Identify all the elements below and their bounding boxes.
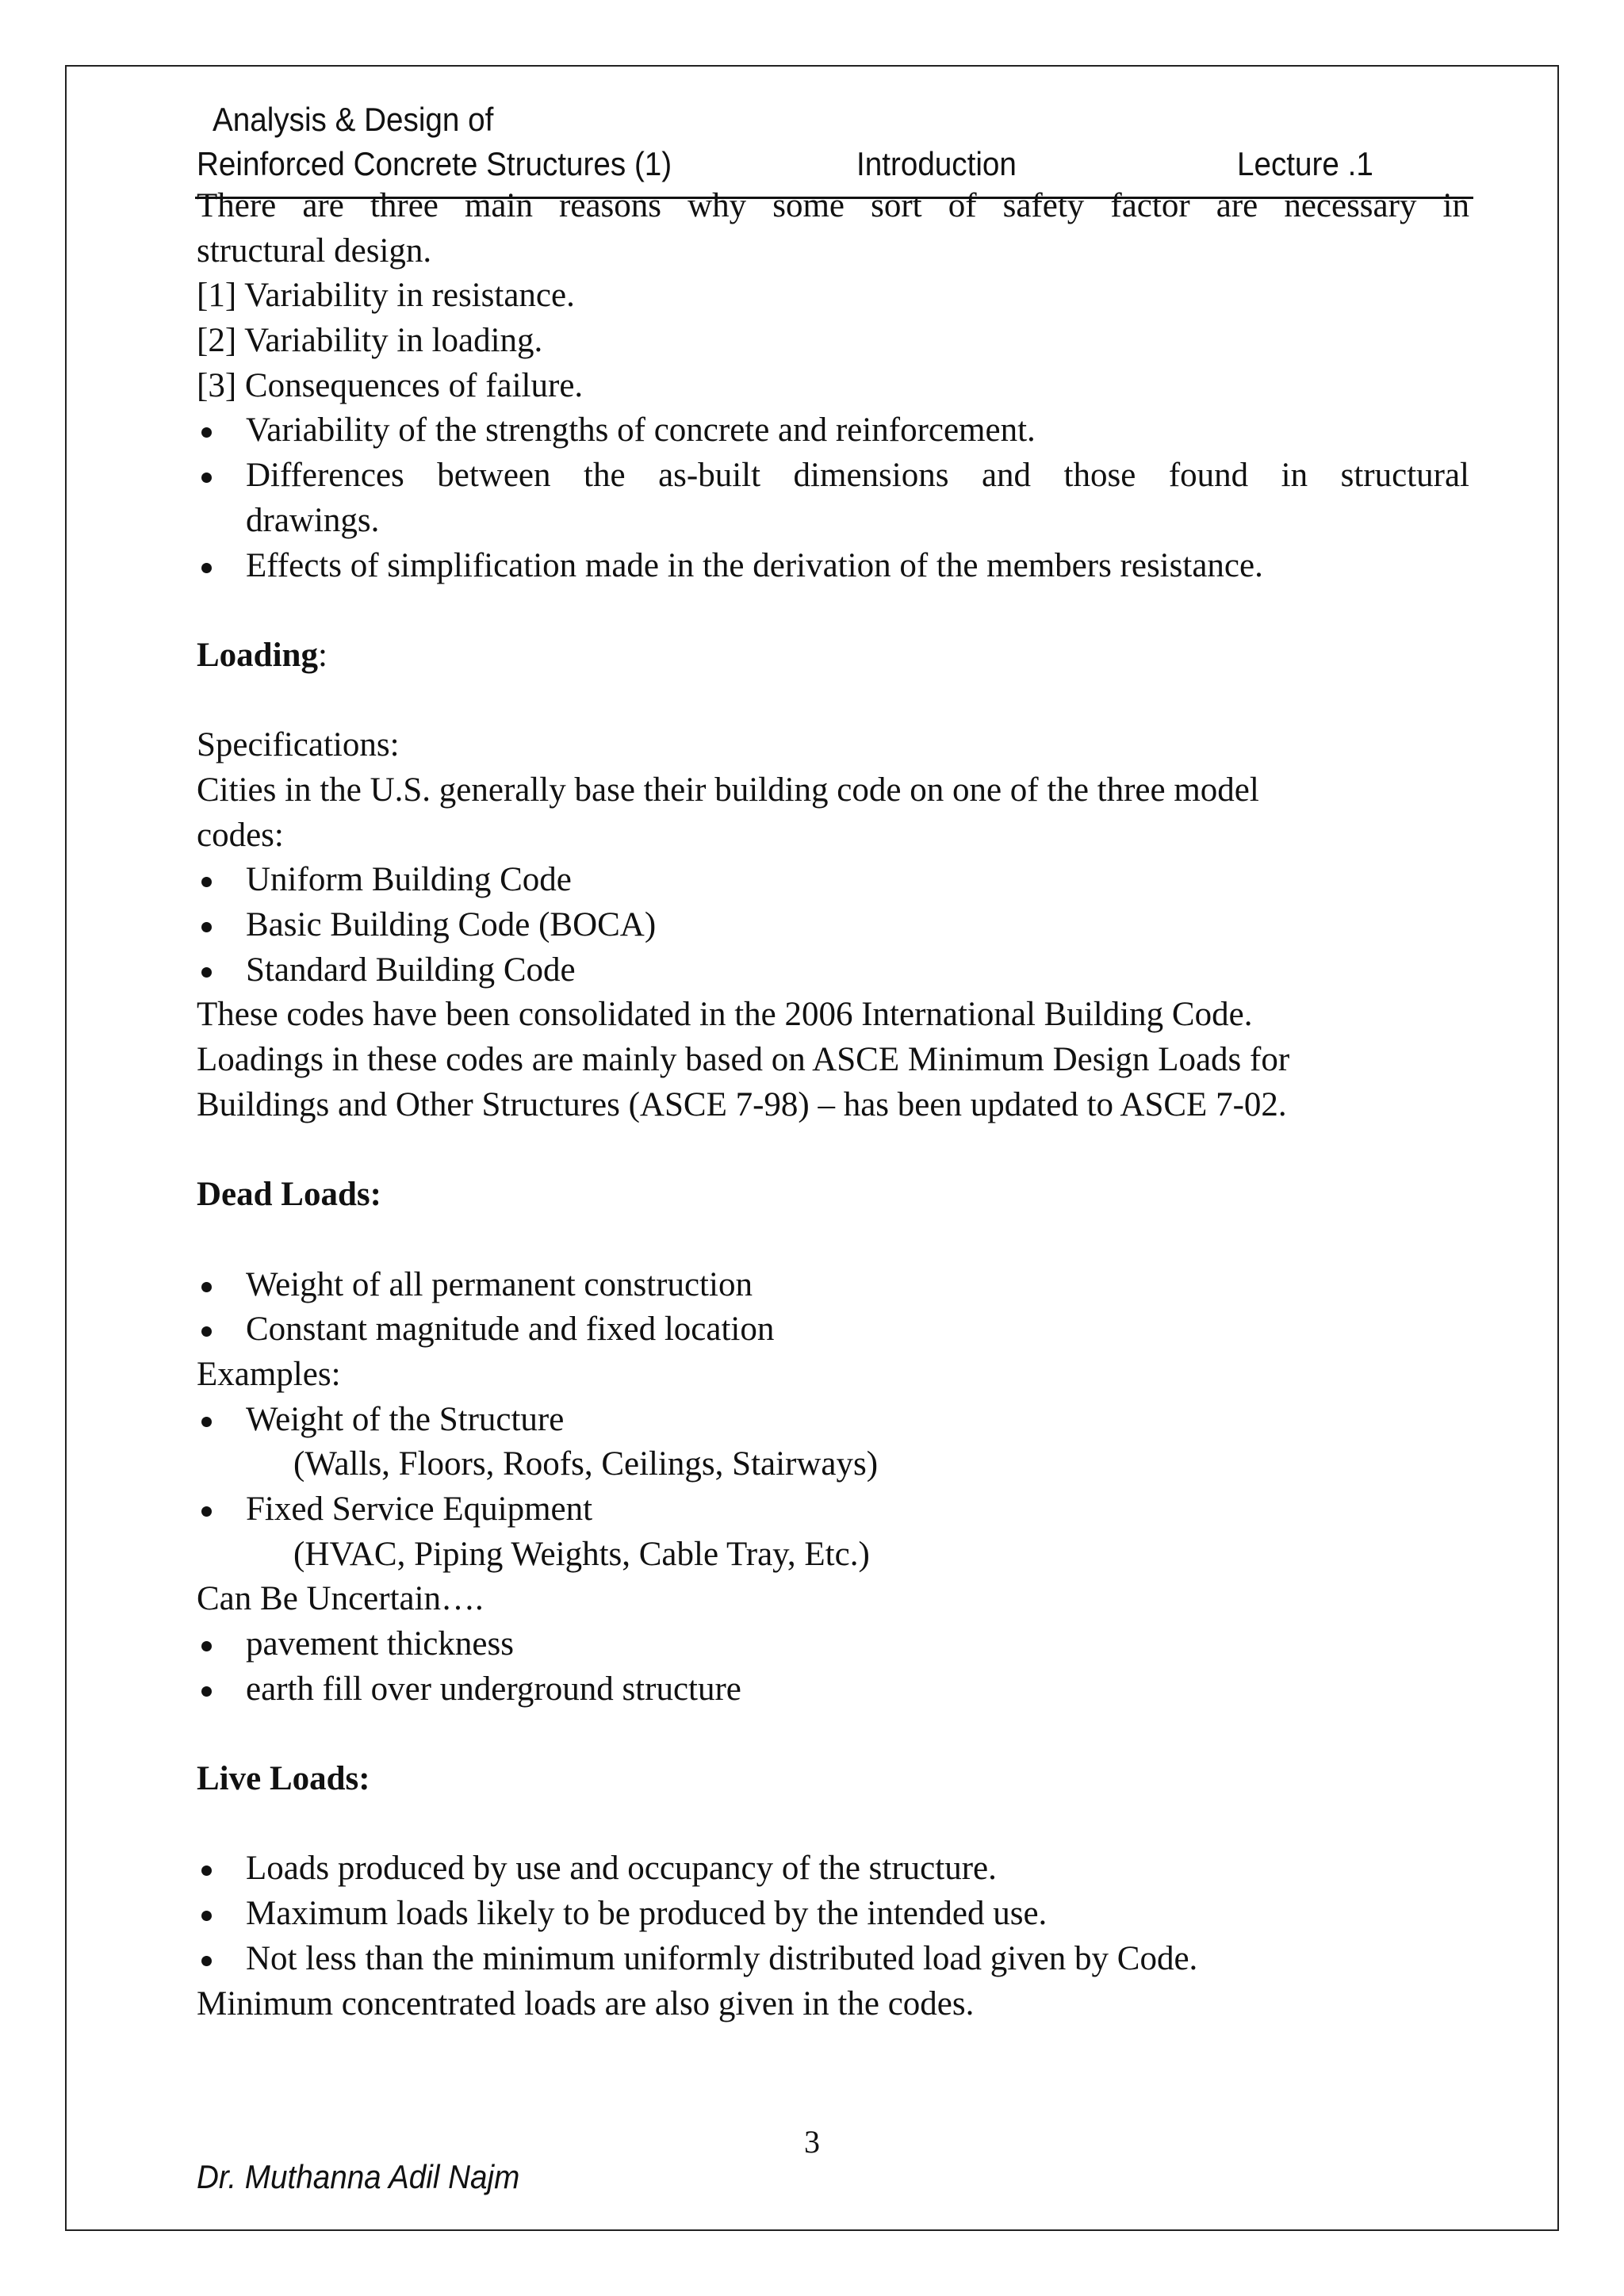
page-number: 3 <box>804 2124 820 2160</box>
examples-label: Examples: <box>197 1355 341 1393</box>
consolidated-text: These codes have been consolidated in the 2006 International Building Code. <box>197 996 1253 1034</box>
page-body <box>197 184 1469 2026</box>
resistance-bullet-2: Differences between the as-built dimensions and those found in structural <box>197 453 1469 499</box>
resistance-bullet-3: Effects of simplification made in the derivation of the members resistance. <box>197 544 1469 589</box>
intro-line-2: structural design. <box>197 232 432 270</box>
loading-heading-colon: : <box>317 636 327 674</box>
header-course-line2: Reinforced Concrete Structures (1) <box>197 145 672 182</box>
loading-heading-text: Loading <box>197 636 318 674</box>
reason-1: [1] Variability in resistance. <box>197 277 575 315</box>
code-item-1: Uniform Building Code <box>197 858 1469 903</box>
live-bullet-3: Not less than the minimum uniformly distributed load given by Code. <box>197 1937 1469 1982</box>
live-bullet-1: Loads produced by use and occupancy of the structure. <box>197 1846 1469 1892</box>
header-lecture: Lecture .1 <box>1237 145 1373 182</box>
intro-line-1: There are three main reasons why some sort of safety factor are necessary in <box>197 187 1469 224</box>
author-footer: Dr. Muthanna Adil Najm <box>197 2158 520 2195</box>
live-loads-heading: Live Loads: <box>197 1760 370 1798</box>
loading-heading <box>197 633 1469 679</box>
example-2: Fixed Service Equipment <box>197 1487 1469 1533</box>
reason-3: [3] Consequences of failure. <box>197 366 584 404</box>
cities-line-2: codes: <box>197 816 284 854</box>
uncertain-bullet-2: earth fill over underground structure <box>197 1667 1469 1712</box>
dead-loads-heading: Dead Loads: <box>197 1176 381 1214</box>
resistance-bullet-1: Variability of the strengths of concrete and reinforcement. <box>197 408 1469 453</box>
example-2-detail: (HVAC, Piping Weights, Cable Tray, Etc.) <box>293 1535 870 1573</box>
loadings-line-2: Buildings and Other Structures (ASCE 7-98) – has been updated to ASCE 7-02. <box>197 1085 1287 1123</box>
header-course-line1: Analysis & Design of <box>213 101 494 138</box>
reason-2: [2] Variability in loading. <box>197 322 543 360</box>
specifications-label: Specifications: <box>197 726 400 764</box>
cities-line-1: Cities in the U.S. generally base their building code on one of the three model <box>197 771 1259 809</box>
resistance-bullet-2-cont: drawings. <box>246 501 380 539</box>
loadings-line-1: Loadings in these codes are mainly based on ASCE Minimum Design Loads for <box>197 1041 1290 1079</box>
uncertain-label: Can Be Uncertain…. <box>197 1580 484 1618</box>
dead-bullet-2: Constant magnitude and fixed location <box>197 1307 1469 1353</box>
dead-bullet-1: Weight of all permanent construction <box>197 1263 1469 1308</box>
code-item-3: Standard Building Code <box>197 948 1469 993</box>
live-bullet-2: Maximum loads likely to be produced by the intended use. <box>197 1892 1469 1937</box>
header-topic: Introduction <box>856 145 1017 182</box>
code-item-2: Basic Building Code (BOCA) <box>197 903 1469 948</box>
uncertain-bullet-1: pavement thickness <box>197 1622 1469 1667</box>
min-concentrated-text: Minimum concentrated loads are also given in the codes. <box>197 1984 975 2022</box>
example-1: Weight of the Structure <box>197 1398 1469 1443</box>
example-1-detail: (Walls, Floors, Roofs, Ceilings, Stairways) <box>293 1445 879 1483</box>
